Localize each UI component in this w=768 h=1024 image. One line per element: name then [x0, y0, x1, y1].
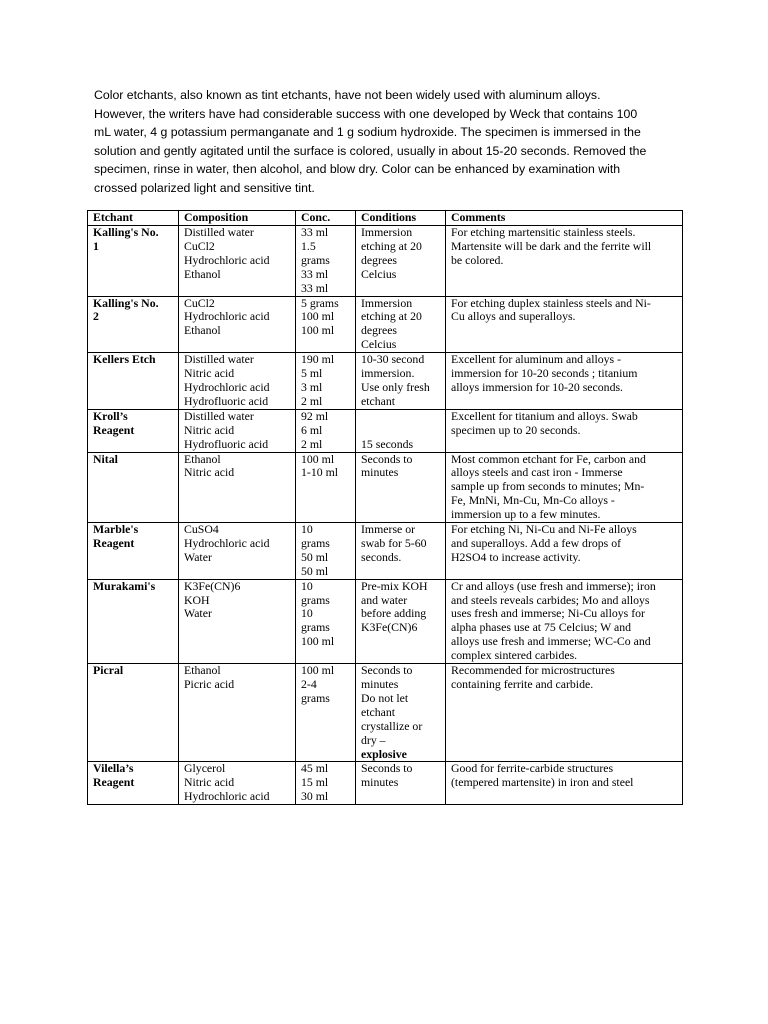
cell-etchant — [88, 226, 179, 297]
cell-comments — [446, 523, 683, 580]
cell-line: grams — [301, 535, 330, 550]
cell-line: Nitric acid — [184, 775, 235, 790]
cell-line: grams — [301, 592, 330, 607]
cell-line: grams — [301, 620, 330, 635]
cell-line: seconds. — [361, 549, 402, 564]
cell-line: minutes — [361, 677, 399, 691]
cell-line: Nitric acid — [184, 465, 235, 480]
cell-line: Glycerol — [184, 761, 226, 776]
cell-composition — [179, 579, 296, 663]
intro-line: solution and gently agitated until the surface is colored, usually in about 15-20 seconds. Removed the — [94, 143, 647, 158]
cell-line: Recommended for microstructures — [451, 663, 615, 678]
cell-comments — [446, 452, 683, 523]
cell-line: degrees — [361, 252, 398, 267]
cell-line: 15 ml — [301, 775, 329, 790]
cell-line: grams — [301, 252, 330, 267]
cell-line: Distilled water — [184, 225, 254, 239]
cell-line: Use only fresh — [361, 379, 430, 394]
cell-line: For etching martensitic stainless steels. — [451, 225, 636, 239]
cell-line: 33 ml — [301, 280, 329, 295]
table-row — [88, 579, 683, 663]
cell-line: CuSO4 — [184, 522, 219, 537]
cell-line: 92 ml — [301, 409, 329, 423]
cell-line: 1-10 ml — [301, 465, 339, 480]
cell-composition — [179, 226, 296, 297]
cell-line: immersion for 10-20 seconds ; titanium — [451, 366, 638, 381]
cell-line: alloys steels and cast iron - Immerse — [451, 465, 623, 480]
cell-line: 190 ml — [301, 352, 335, 367]
cell-line: Kroll’s — [93, 409, 128, 423]
cell-line: Reagent — [93, 422, 135, 437]
cell-line: 30 ml — [301, 789, 329, 804]
cell-conc — [296, 664, 356, 762]
cell-line: and steels reveals carbides; Mo and alloys — [451, 592, 650, 607]
intro-paragraph — [94, 86, 684, 198]
cell-line: immersion. — [361, 366, 415, 381]
cell-conditions — [356, 523, 446, 580]
cell-line: Ethanol — [184, 266, 221, 281]
header-conditions: Conditions — [356, 211, 446, 226]
table-header-row — [88, 211, 683, 226]
cell-line: Ethanol — [184, 452, 221, 466]
cell-line: Hydrofluoric acid — [184, 393, 269, 408]
cell-line: 33 ml — [301, 225, 329, 239]
cell-line: containing ferrite and carbide. — [451, 677, 594, 691]
cell-etchant — [88, 664, 179, 762]
cell-line: 10 — [301, 522, 313, 537]
cell-line: be colored. — [451, 252, 504, 267]
table-row — [88, 296, 683, 353]
intro-line: specimen, rinse in water, then alcohol, and blow dry. Color can be enhanced by examination with — [94, 162, 621, 177]
cell-conditions — [356, 226, 446, 297]
cell-line: complex sintered carbides. — [451, 648, 578, 663]
cell-line: 100 ml — [301, 634, 335, 649]
cell-line: 5 grams — [301, 296, 339, 310]
cell-line: Pre-mix KOH — [361, 579, 428, 593]
cell-conditions — [356, 409, 446, 452]
cell-composition — [179, 664, 296, 762]
cell-etchant — [88, 579, 179, 663]
cell-conc — [296, 296, 356, 353]
cell-line: Reagent — [93, 535, 135, 550]
cell-line: Seconds to — [361, 761, 413, 776]
cell-line: etching at 20 — [361, 238, 422, 253]
cell-line: Celcius — [361, 266, 397, 281]
cell-line: grams — [301, 690, 330, 705]
table-row — [88, 452, 683, 523]
cell-line: alpha phases use at 75 Celcius; W and — [451, 620, 632, 635]
cell-composition — [179, 762, 296, 805]
cell-line: Cu alloys and superalloys. — [451, 309, 576, 324]
cell-line: 33 ml — [301, 266, 329, 281]
cell-line: etchant — [361, 393, 396, 408]
cell-conditions — [356, 452, 446, 523]
cell-line: uses fresh and immerse; Ni-Cu alloys for — [451, 606, 645, 621]
cell-line: KOH — [184, 592, 210, 607]
cell-conc — [296, 452, 356, 523]
cell-line: 100 ml — [301, 323, 335, 338]
cell-line: 100 ml — [301, 309, 335, 324]
cell-line: 10 — [301, 579, 313, 593]
cell-composition — [179, 523, 296, 580]
cell-line: swab for 5-60 — [361, 535, 427, 550]
cell-line: crystallize or — [361, 718, 423, 733]
cell-etchant — [88, 409, 179, 452]
cell-line: Vilella’s — [93, 761, 134, 776]
cell-line: 50 ml — [301, 549, 329, 564]
cell-line: Hydrochloric acid — [184, 252, 270, 267]
cell-line: Kalling's No. — [93, 225, 159, 239]
cell-composition — [179, 409, 296, 452]
cell-line: Distilled water — [184, 409, 254, 423]
warning-label: explosive — [361, 746, 407, 761]
cell-line: For etching Ni, Ni-Cu and Ni-Fe alloys — [451, 522, 637, 537]
cell-etchant — [88, 452, 179, 523]
cell-line: Most common etchant for Fe, carbon and — [451, 452, 646, 466]
cell-conc — [296, 523, 356, 580]
cell-line: Nitric acid — [184, 422, 235, 437]
cell-line: 5 ml — [301, 366, 323, 381]
cell-line: Nital — [93, 452, 118, 466]
cell-line: degrees — [361, 323, 398, 338]
etchant-table — [87, 210, 683, 805]
cell-line: Distilled water — [184, 352, 254, 367]
cell-line: Hydrochloric acid — [184, 379, 270, 394]
cell-conc — [296, 409, 356, 452]
cell-line: minutes — [361, 465, 399, 480]
cell-line: Seconds to — [361, 663, 413, 678]
cell-line: 10 — [301, 606, 313, 621]
cell-comments — [446, 353, 683, 410]
cell-conc — [296, 226, 356, 297]
cell-line: Cr and alloys (use fresh and immerse); iron — [451, 579, 656, 593]
cell-line: before adding — [361, 606, 427, 621]
cell-line: K3Fe(CN)6 — [184, 579, 241, 593]
cell-line: Immersion — [361, 225, 413, 239]
cell-line: Water — [184, 606, 212, 621]
cell-line: Ethanol — [184, 663, 221, 678]
cell-comments — [446, 296, 683, 353]
cell-conc — [296, 353, 356, 410]
cell-line: Hydrochloric acid — [184, 309, 270, 324]
table-row — [88, 353, 683, 410]
table-row — [88, 762, 683, 805]
cell-line: 10-30 second — [361, 352, 425, 367]
cell-line: Hydrofluoric acid — [184, 436, 269, 451]
intro-line: However, the writers have had considerable success with one developed by Weck that contains 100 — [94, 106, 638, 121]
cell-comments — [446, 579, 683, 663]
header-comments: Comments — [446, 211, 683, 226]
cell-line: 15 seconds — [361, 436, 414, 451]
cell-line: 2 ml — [301, 436, 323, 451]
table-row — [88, 409, 683, 452]
cell-line: and superalloys. Add a few drops of — [451, 535, 622, 550]
cell-etchant — [88, 762, 179, 805]
cell-spacer — [361, 410, 442, 424]
cell-comments — [446, 409, 683, 452]
cell-line: alloys use fresh and immerse; WC-Co and — [451, 634, 651, 649]
cell-etchant — [88, 523, 179, 580]
cell-line: K3Fe(CN)6 — [361, 620, 418, 635]
cell-line: 3 ml — [301, 379, 323, 394]
cell-line: Marble's — [93, 522, 139, 537]
cell-line: Picral — [93, 663, 124, 678]
cell-composition — [179, 452, 296, 523]
cell-line: 2-4 — [301, 677, 317, 691]
cell-line: Seconds to — [361, 452, 413, 466]
cell-line: Immerse or — [361, 522, 416, 537]
cell-conditions — [356, 664, 446, 762]
header-composition: Composition — [179, 211, 296, 226]
cell-line: 50 ml — [301, 563, 329, 578]
cell-etchant — [88, 296, 179, 353]
cell-line: etchant — [361, 704, 396, 719]
cell-line: sample up from seconds to minutes; Mn- — [451, 479, 645, 494]
cell-spacer — [361, 424, 442, 438]
cell-line: 100 ml — [301, 452, 335, 466]
cell-line: Immersion — [361, 296, 413, 310]
cell-composition — [179, 353, 296, 410]
cell-line: Celcius — [361, 337, 397, 352]
cell-line: 2 — [93, 309, 99, 324]
cell-line: Do not let — [361, 690, 409, 705]
cell-conditions — [356, 762, 446, 805]
cell-line: dry – — [361, 732, 386, 747]
cell-line: 100 ml — [301, 663, 335, 678]
cell-line: specimen up to 20 seconds. — [451, 422, 581, 437]
cell-line: Nitric acid — [184, 366, 235, 381]
cell-conc — [296, 579, 356, 663]
cell-comments — [446, 664, 683, 762]
cell-line: alloys immersion for 10-20 seconds. — [451, 379, 624, 394]
cell-line: Martensite will be dark and the ferrite will — [451, 238, 652, 253]
cell-line: 1 — [93, 238, 99, 253]
cell-line: minutes — [361, 775, 399, 790]
cell-line: 6 ml — [301, 422, 323, 437]
cell-line: Ethanol — [184, 323, 221, 338]
cell-line: Fe, MnNi, Mn-Cu, Mn-Co alloys - — [451, 493, 615, 508]
cell-conditions — [356, 296, 446, 353]
cell-composition — [179, 296, 296, 353]
cell-conc — [296, 762, 356, 805]
cell-line: H2SO4 to increase activity. — [451, 549, 581, 564]
cell-line: Water — [184, 549, 212, 564]
cell-line: Hydrochloric acid — [184, 535, 270, 550]
cell-conditions — [356, 353, 446, 410]
cell-line: Kalling's No. — [93, 296, 159, 310]
header-conc: Conc. — [296, 211, 356, 226]
cell-line: Reagent — [93, 775, 135, 790]
cell-line: For etching duplex stainless steels and Ni- — [451, 296, 651, 310]
cell-etchant — [88, 353, 179, 410]
intro-line: crossed polarized light and sensitive tint. — [94, 180, 315, 195]
cell-line: 2 ml — [301, 393, 323, 408]
cell-line: etching at 20 — [361, 309, 422, 324]
cell-line: Good for ferrite-carbide structures — [451, 761, 614, 776]
cell-line: 45 ml — [301, 761, 329, 776]
table-row — [88, 226, 683, 297]
cell-line: Excellent for aluminum and alloys - — [451, 352, 622, 367]
cell-line: Picric acid — [184, 677, 235, 691]
cell-comments — [446, 226, 683, 297]
table-row — [88, 664, 683, 762]
cell-line: Murakami's — [93, 579, 156, 593]
cell-line: CuCl2 — [184, 296, 215, 310]
cell-line: Hydrochloric acid — [184, 789, 270, 804]
header-etchant: Etchant — [88, 211, 179, 226]
cell-line: CuCl2 — [184, 238, 215, 253]
cell-line: 1.5 — [301, 238, 316, 253]
intro-line: Color etchants, also known as tint etchants, have not been widely used with aluminum alloys. — [94, 88, 601, 102]
cell-comments — [446, 762, 683, 805]
cell-line: immersion up to a few minutes. — [451, 507, 601, 522]
intro-line: mL water, 4 g potassium permanganate and 1 g sodium hydroxide. The specimen is immersed in the — [94, 125, 641, 140]
cell-line: Kellers Etch — [93, 352, 156, 367]
cell-line: Excellent for titanium and alloys. Swab — [451, 409, 638, 423]
table-row — [88, 523, 683, 580]
cell-line: (tempered martensite) in iron and steel — [451, 775, 634, 790]
cell-conditions — [356, 579, 446, 663]
cell-line: and water — [361, 592, 408, 607]
